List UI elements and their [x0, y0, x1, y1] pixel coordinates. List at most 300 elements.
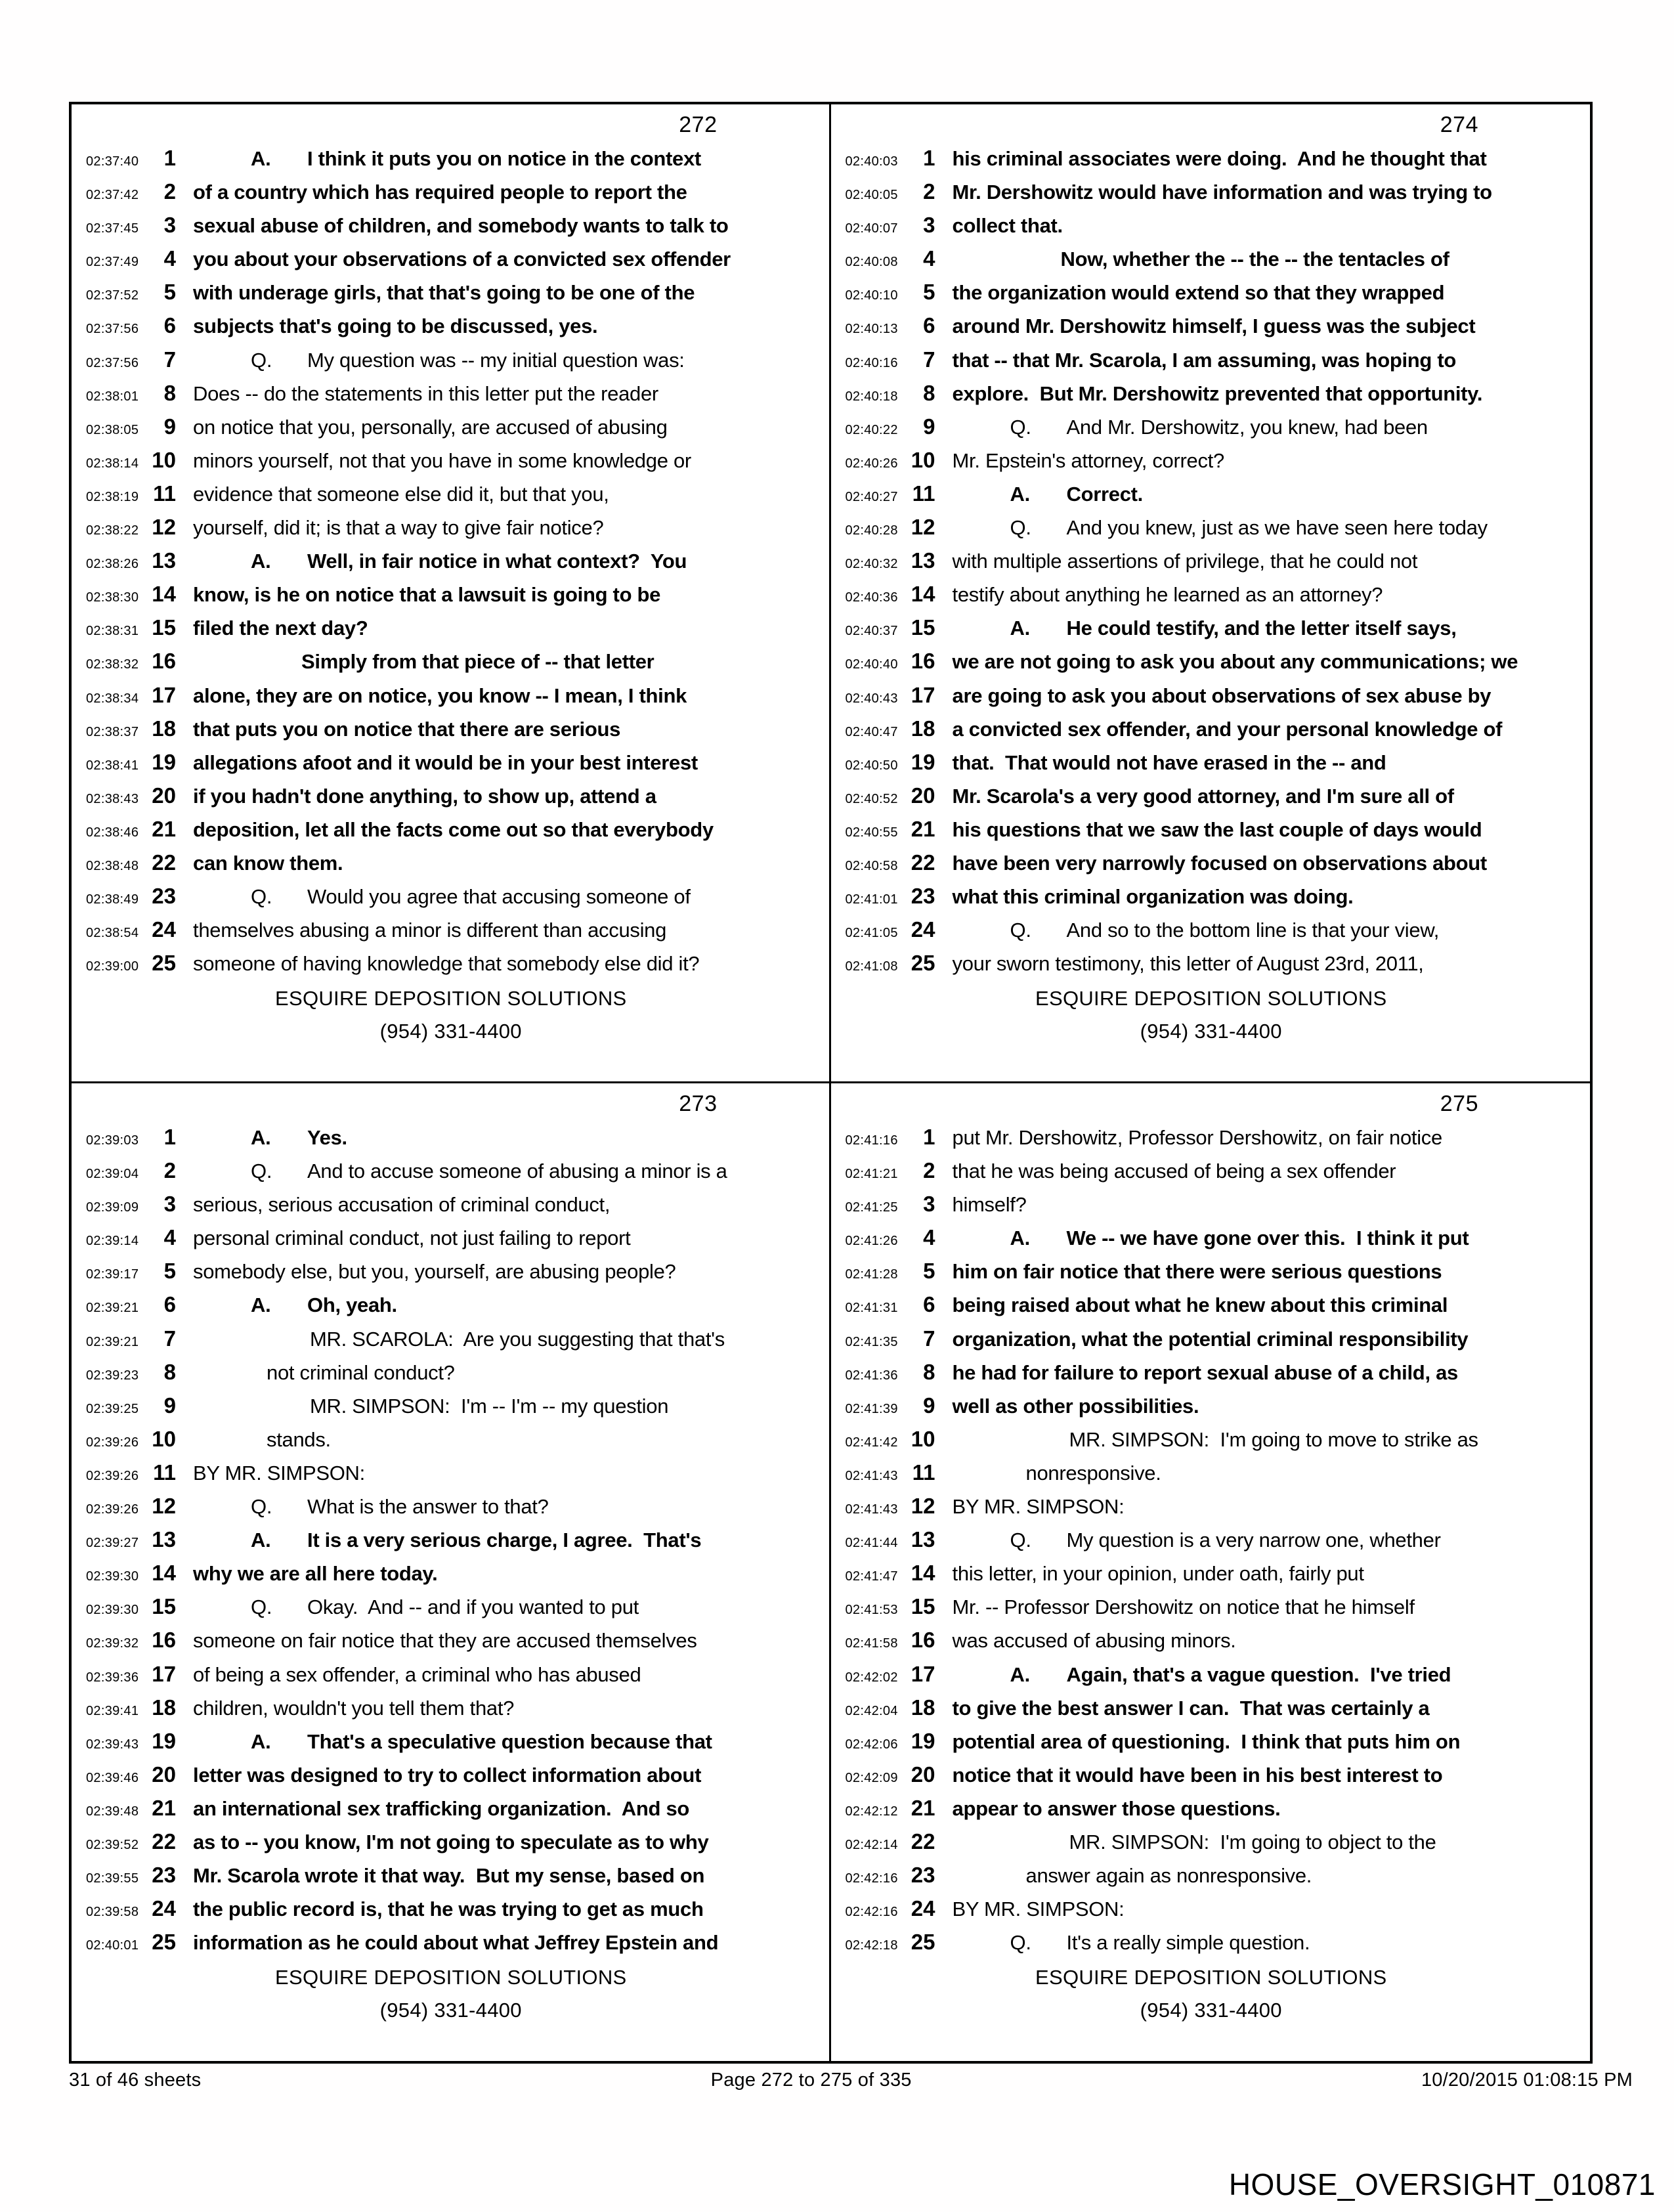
line-body: what this criminal organization was doing. — [952, 885, 1354, 909]
transcript-line — [86, 1221, 816, 1254]
line-body: the organization would extend so that they wrapped — [952, 281, 1445, 305]
transcript-line — [86, 1825, 816, 1858]
timestamp: 02:39:48 — [86, 1804, 139, 1819]
transcript-page-cell — [831, 104, 1591, 1083]
timestamp: 02:38:48 — [86, 858, 139, 873]
cell-lines — [86, 1120, 816, 1959]
line-body: can know them. — [193, 851, 343, 875]
transcript-line — [846, 812, 1577, 846]
line-number: 3 — [163, 1192, 176, 1217]
line-text — [953, 1825, 1436, 1859]
qa-marker: A. — [1010, 1226, 1030, 1250]
line-number: 1 — [163, 146, 176, 170]
transcript-line — [846, 644, 1577, 678]
line-body: not criminal conduct? — [267, 1360, 455, 1384]
timestamp: 02:39:26 — [86, 1468, 139, 1483]
line-number: 2 — [163, 179, 176, 204]
timestamp: 02:40:43 — [845, 691, 898, 706]
line-body: know, is he on notice that a lawsuit is going to be — [193, 583, 661, 607]
reporter-footer — [86, 982, 816, 1048]
line-number: 4 — [163, 246, 176, 271]
timestamp: 02:41:28 — [845, 1267, 898, 1282]
line-number: 1 — [923, 1125, 935, 1149]
line-number: 3 — [163, 213, 176, 238]
line-number: 5 — [923, 280, 935, 305]
timestamp: 02:40:28 — [845, 523, 898, 538]
line-body: personal criminal conduct, not just failing to report — [193, 1226, 631, 1250]
transcript-line — [846, 1221, 1577, 1254]
line-text — [953, 444, 1224, 477]
line-body: It's a really simple question. — [1066, 1931, 1310, 1955]
line-body: answer again as nonresponsive. — [1025, 1864, 1312, 1888]
timestamp: 02:38:01 — [86, 389, 139, 404]
transcript-line — [86, 343, 816, 376]
line-text — [953, 276, 1445, 309]
transcript-line — [846, 275, 1577, 309]
timestamp: 02:39:26 — [86, 1435, 139, 1450]
qa-marker: A. — [251, 1529, 271, 1552]
transcript-line — [86, 1355, 816, 1389]
line-number: 3 — [923, 213, 935, 238]
bates-number: HOUSE_OVERSIGHT_010871 — [1228, 2167, 1656, 2201]
transcript-line — [86, 846, 816, 879]
page-range: Page 272 to 275 of 335 — [710, 2070, 912, 2091]
transcript-line — [846, 1825, 1577, 1858]
line-number: 22 — [911, 850, 935, 875]
line-text — [193, 276, 695, 309]
line-number: 9 — [923, 414, 935, 439]
line-body: And you knew, just as we have seen here today — [1066, 516, 1488, 540]
line-number: 15 — [911, 1594, 935, 1619]
line-body: allegations afoot and it would be in your best interest — [193, 750, 698, 774]
transcript-line — [846, 611, 1577, 644]
timestamp: 02:38:32 — [86, 657, 139, 672]
timestamp: 02:39:21 — [86, 1334, 139, 1349]
transcript-line — [86, 611, 816, 644]
timestamp: 02:42:14 — [845, 1837, 898, 1852]
line-number: 13 — [911, 1527, 935, 1552]
transcript-line — [86, 410, 816, 443]
line-body: explore. But Mr. Dershowitz prevented that opportunity. — [952, 381, 1483, 405]
transcript-grid — [69, 102, 1593, 2064]
line-body: filed the next day? — [193, 617, 368, 640]
line-text — [193, 209, 729, 242]
line-body: He could testify, and the letter itself says, — [1066, 617, 1457, 640]
transcript-line — [86, 1925, 816, 1959]
line-text — [953, 410, 1428, 444]
line-body: BY MR. SIMPSON: — [952, 1495, 1125, 1519]
transcript-line — [86, 779, 816, 812]
timestamp: 02:40:37 — [845, 624, 898, 639]
line-number: 19 — [911, 1728, 935, 1753]
transcript-line — [846, 175, 1577, 208]
transcript-line — [846, 1523, 1577, 1556]
line-text — [953, 343, 1457, 377]
timestamp: 02:40:16 — [845, 355, 898, 370]
timestamp: 02:39:30 — [86, 1603, 139, 1618]
line-number: 13 — [911, 548, 935, 573]
line-number: 25 — [152, 1930, 176, 1955]
line-body: we are not going to ask you about any communications; we — [952, 650, 1518, 674]
transcript-line — [846, 1322, 1577, 1355]
transcript-line — [86, 1288, 816, 1321]
line-text — [953, 746, 1386, 779]
timestamp: 02:41:43 — [845, 1502, 898, 1517]
qa-marker: Q. — [251, 885, 272, 909]
transcript-line — [86, 946, 816, 980]
line-number: 10 — [911, 1426, 935, 1451]
line-body: him on fair notice that there were serious questions — [952, 1260, 1442, 1284]
qa-marker: Q. — [1010, 1931, 1031, 1955]
transcript-line — [846, 946, 1577, 980]
line-number: 1 — [163, 1125, 176, 1149]
qa-marker: Q. — [251, 1595, 272, 1619]
line-body: the public record is, that he was trying to get as much — [193, 1898, 704, 1921]
line-body: collect that. — [952, 214, 1063, 238]
page-number: 274 — [1440, 112, 1478, 137]
line-body: around Mr. Dershowitz himself, I guess was the subject — [952, 314, 1476, 338]
transcript-line — [86, 1489, 816, 1523]
transcript-line — [846, 376, 1577, 410]
line-body: That's a speculative question because that — [307, 1729, 712, 1753]
line-text — [953, 913, 1440, 947]
line-body: why we are all here today. — [193, 1562, 438, 1586]
line-text — [193, 1926, 718, 1959]
line-text — [953, 947, 1424, 980]
transcript-line — [86, 1422, 816, 1456]
line-body: BY MR. SIMPSON: — [952, 1898, 1125, 1921]
line-text — [193, 1456, 365, 1490]
timestamp: 02:40:05 — [845, 188, 898, 203]
transcript-line — [86, 544, 816, 577]
line-number: 18 — [911, 1695, 935, 1720]
transcript-line — [846, 1254, 1577, 1288]
qa-marker: Q. — [251, 348, 272, 372]
line-number: 16 — [911, 1628, 935, 1653]
line-number: 10 — [152, 1426, 176, 1451]
line-text — [953, 477, 1143, 511]
line-number: 24 — [152, 917, 176, 942]
timestamp: 02:41:35 — [845, 1334, 898, 1349]
line-body: BY MR. SIMPSON: — [193, 1461, 365, 1485]
line-text — [953, 645, 1518, 678]
timestamp: 02:39:25 — [86, 1401, 139, 1416]
line-number: 4 — [923, 1225, 935, 1250]
line-number: 25 — [911, 1930, 935, 1955]
timestamp: 02:42:18 — [845, 1938, 898, 1953]
reporter-name: ESQUIRE DEPOSITION SOLUTIONS — [275, 1966, 627, 1989]
line-text — [193, 1624, 697, 1657]
line-number: 16 — [152, 1628, 176, 1653]
qa-marker: A. — [251, 1729, 271, 1753]
timestamp: 02:42:09 — [845, 1770, 898, 1785]
line-number: 16 — [911, 649, 935, 674]
line-body: What is the answer to that? — [307, 1495, 549, 1519]
timestamp: 02:42:16 — [845, 1871, 898, 1886]
line-text — [953, 309, 1476, 343]
line-body: he had for failure to report sexual abuse of a child, as — [952, 1360, 1458, 1384]
timestamp: 02:39:26 — [86, 1502, 139, 1517]
timestamp: 02:39:52 — [86, 1837, 139, 1852]
transcript-line — [846, 208, 1577, 242]
timestamp: 02:40:26 — [845, 456, 898, 471]
transcript-line — [846, 1456, 1577, 1489]
line-number: 14 — [152, 582, 176, 607]
transcript-line — [846, 1590, 1577, 1623]
line-number: 23 — [152, 884, 176, 909]
transcript-line — [846, 410, 1577, 443]
timestamp: 02:39:17 — [86, 1267, 139, 1282]
transcript-line — [86, 208, 816, 242]
transcript-line — [846, 1858, 1577, 1892]
line-body: We -- we have gone over this. I think it put — [1066, 1226, 1469, 1250]
line-number: 4 — [163, 1225, 176, 1250]
line-body: testify about anything he learned as an attorney? — [952, 583, 1383, 607]
line-text — [953, 578, 1383, 611]
line-number: 4 — [923, 246, 935, 271]
transcript-line — [86, 678, 816, 712]
line-body: Well, in fair notice in what context? You — [307, 550, 687, 573]
line-text — [193, 410, 668, 444]
line-number: 18 — [911, 716, 935, 741]
qa-marker: Q. — [251, 1160, 272, 1183]
line-number: 2 — [923, 179, 935, 204]
line-body: My question is a very narrow one, whether — [1066, 1529, 1441, 1552]
line-text — [193, 1792, 689, 1825]
line-text — [953, 1255, 1442, 1288]
cell-lines — [846, 1120, 1577, 1959]
qa-marker: Q. — [1010, 919, 1031, 942]
line-body: being raised about what he knew about this criminal — [952, 1293, 1448, 1317]
line-text — [193, 1691, 514, 1725]
line-text — [953, 712, 1503, 746]
line-body: Oh, yeah. — [307, 1293, 397, 1317]
line-text — [953, 1859, 1312, 1892]
timestamp: 02:38:34 — [86, 691, 139, 706]
timestamp: 02:39:21 — [86, 1301, 139, 1316]
transcript-line — [846, 1154, 1577, 1187]
line-body: evidence that someone else did it, but that you, — [193, 482, 609, 506]
line-number: 14 — [152, 1561, 176, 1586]
line-text — [953, 1188, 1027, 1221]
timestamp: 02:39:30 — [86, 1569, 139, 1584]
line-body: Yes. — [307, 1126, 347, 1149]
line-number: 13 — [152, 1527, 176, 1552]
line-number: 21 — [152, 1795, 176, 1820]
line-text — [193, 175, 687, 209]
line-number: 24 — [911, 1896, 935, 1921]
line-number: 7 — [923, 1326, 935, 1351]
line-text — [193, 544, 687, 578]
timestamp: 02:42:02 — [845, 1670, 898, 1685]
reporter-phone: (954) 331-4400 — [379, 1999, 522, 2022]
transcript-line — [86, 510, 816, 544]
transcript-line — [846, 1556, 1577, 1590]
line-number: 14 — [911, 582, 935, 607]
line-number: 11 — [912, 1460, 935, 1485]
line-body: children, wouldn't you tell them that? — [193, 1696, 515, 1720]
transcript-line — [86, 1724, 816, 1758]
transcript-line — [86, 477, 816, 510]
line-number: 12 — [152, 1494, 176, 1519]
line-body: a convicted sex offender, and your personal knowledge of — [952, 717, 1503, 741]
line-body: appear to answer those questions. — [952, 1796, 1281, 1820]
line-body: to give the best answer I can. That was certainly a — [952, 1696, 1430, 1720]
transcript-line — [846, 1724, 1577, 1758]
line-body: you about your observations of a convicted sex offender — [193, 248, 731, 271]
qa-marker: A. — [1010, 482, 1030, 506]
line-text — [953, 1725, 1461, 1758]
line-text — [193, 1356, 455, 1389]
line-number: 6 — [163, 313, 176, 338]
line-text — [193, 611, 368, 645]
line-body: information as he could about what Jeffrey Epstein and — [193, 1931, 719, 1955]
line-number: 8 — [163, 380, 176, 405]
timestamp: 02:41:53 — [845, 1603, 898, 1618]
transcript-line — [846, 913, 1577, 946]
line-text — [193, 1221, 630, 1255]
timestamp: 02:40:55 — [845, 825, 898, 840]
transcript-line — [86, 376, 816, 410]
line-body: someone of having knowledge that somebody else did it? — [193, 952, 700, 976]
transcript-page-cell — [72, 1083, 831, 2061]
timestamp: 02:40:40 — [845, 657, 898, 672]
line-number: 22 — [911, 1829, 935, 1854]
line-text — [193, 1859, 704, 1892]
line-body: that he was being accused of being a sex offender — [952, 1160, 1396, 1183]
timestamp: 02:38:54 — [86, 926, 139, 941]
line-number: 9 — [163, 1393, 176, 1418]
line-text — [953, 1322, 1469, 1356]
line-body: put Mr. Dershowitz, Professor Dershowitz, on fair notice — [952, 1126, 1442, 1149]
line-number: 19 — [911, 749, 935, 774]
line-number: 7 — [163, 347, 176, 372]
transcript-line — [846, 846, 1577, 879]
timestamp: 02:38:05 — [86, 422, 139, 437]
reporter-footer — [846, 1961, 1577, 2027]
line-text — [193, 1490, 549, 1523]
timestamp: 02:41:58 — [845, 1636, 898, 1651]
timestamp: 02:40:36 — [845, 590, 898, 605]
line-body: that. That would not have erased in the -- and — [952, 750, 1386, 774]
transcript-line — [86, 1791, 816, 1825]
transcript-line — [86, 1657, 816, 1691]
line-text — [953, 1288, 1448, 1322]
line-text — [953, 1456, 1161, 1490]
timestamp: 02:41:21 — [845, 1167, 898, 1182]
line-body: Now, whether the -- the -- the tentacles of — [1060, 248, 1449, 271]
reporter-footer — [86, 1961, 816, 2027]
qa-marker: A. — [251, 550, 271, 573]
line-text — [953, 1121, 1442, 1154]
transcript-line — [86, 745, 816, 779]
timestamp: 02:40:13 — [845, 322, 898, 337]
line-text — [193, 947, 699, 980]
timestamp: 02:39:43 — [86, 1737, 139, 1752]
transcript-line — [86, 1691, 816, 1724]
timestamp: 02:41:39 — [845, 1401, 898, 1416]
line-text — [193, 1154, 727, 1188]
timestamp: 02:37:56 — [86, 355, 139, 370]
qa-marker: Q. — [1010, 415, 1031, 439]
line-body: serious, serious accusation of criminal conduct, — [193, 1193, 611, 1217]
line-body: And to accuse someone of abusing a minor is a — [307, 1160, 727, 1183]
line-text — [193, 1523, 701, 1557]
transcript-line — [86, 644, 816, 678]
line-number: 2 — [923, 1158, 935, 1183]
timestamp: 02:39:55 — [86, 1871, 139, 1886]
line-number: 20 — [911, 783, 935, 808]
line-number: 23 — [911, 1863, 935, 1888]
transcript-line — [846, 1657, 1577, 1691]
timestamp: 02:41:16 — [845, 1133, 898, 1148]
line-body: It is a very serious charge, I agree. That's — [307, 1529, 702, 1552]
line-number: 5 — [923, 1259, 935, 1284]
transcript-line — [846, 745, 1577, 779]
line-text — [193, 913, 666, 947]
line-number: 19 — [152, 1728, 176, 1753]
line-text — [953, 1658, 1451, 1691]
reporter-name: ESQUIRE DEPOSITION SOLUTIONS — [275, 987, 627, 1010]
transcript-line — [846, 577, 1577, 611]
timestamp: 02:40:10 — [845, 288, 898, 303]
reporter-footer — [846, 982, 1577, 1048]
transcript-line — [86, 1556, 816, 1590]
transcript-line — [846, 1355, 1577, 1389]
timestamp: 02:37:40 — [86, 154, 139, 169]
timestamp: 02:40:27 — [845, 489, 898, 504]
timestamp: 02:41:08 — [845, 959, 898, 974]
timestamp: 02:41:36 — [845, 1368, 898, 1383]
line-number: 15 — [152, 615, 176, 640]
line-number: 18 — [152, 1695, 176, 1720]
line-body: alone, they are on notice, you know -- I mean, I think — [193, 683, 687, 707]
transcript-line — [846, 1758, 1577, 1791]
line-text — [953, 1221, 1469, 1255]
line-text — [953, 1758, 1443, 1792]
timestamp: 02:38:43 — [86, 791, 139, 806]
line-number: 12 — [911, 1494, 935, 1519]
line-number: 10 — [911, 447, 935, 472]
line-number: 12 — [911, 515, 935, 540]
line-text — [953, 679, 1492, 712]
reporter-phone: (954) 331-4400 — [1140, 1999, 1282, 2022]
line-body: on notice that you, personally, are accused of abusing — [193, 415, 668, 439]
line-body: if you hadn't done anything, to show up, attend a — [193, 784, 656, 808]
line-number: 23 — [911, 884, 935, 909]
transcript-line — [846, 1187, 1577, 1221]
timestamp: 02:41:31 — [845, 1301, 898, 1316]
line-body: with multiple assertions of privilege, that he could not — [952, 550, 1418, 573]
line-body: somebody else, but you, yourself, are abusing people? — [193, 1260, 676, 1284]
line-body: Mr. -- Professor Dershowitz on notice that he himself — [952, 1595, 1415, 1619]
line-body: his criminal associates were doing. And he thought that — [952, 147, 1487, 170]
line-number: 17 — [911, 682, 935, 707]
line-number: 14 — [911, 1561, 935, 1586]
timestamp: 02:42:12 — [845, 1804, 898, 1819]
line-text — [193, 846, 343, 880]
timestamp: 02:38:37 — [86, 724, 139, 739]
timestamp: 02:39:36 — [86, 1670, 139, 1685]
line-body: have been very narrowly focused on observations about — [952, 851, 1487, 875]
line-text — [193, 142, 701, 175]
line-text — [953, 1490, 1125, 1523]
reporter-phone: (954) 331-4400 — [1140, 1020, 1282, 1043]
line-body: MR. SCAROLA: Are you suggesting that that's — [310, 1327, 725, 1351]
line-text — [193, 1725, 712, 1758]
line-body: And so to the bottom line is that your view, — [1066, 919, 1440, 942]
timestamp: 02:40:58 — [845, 858, 898, 873]
